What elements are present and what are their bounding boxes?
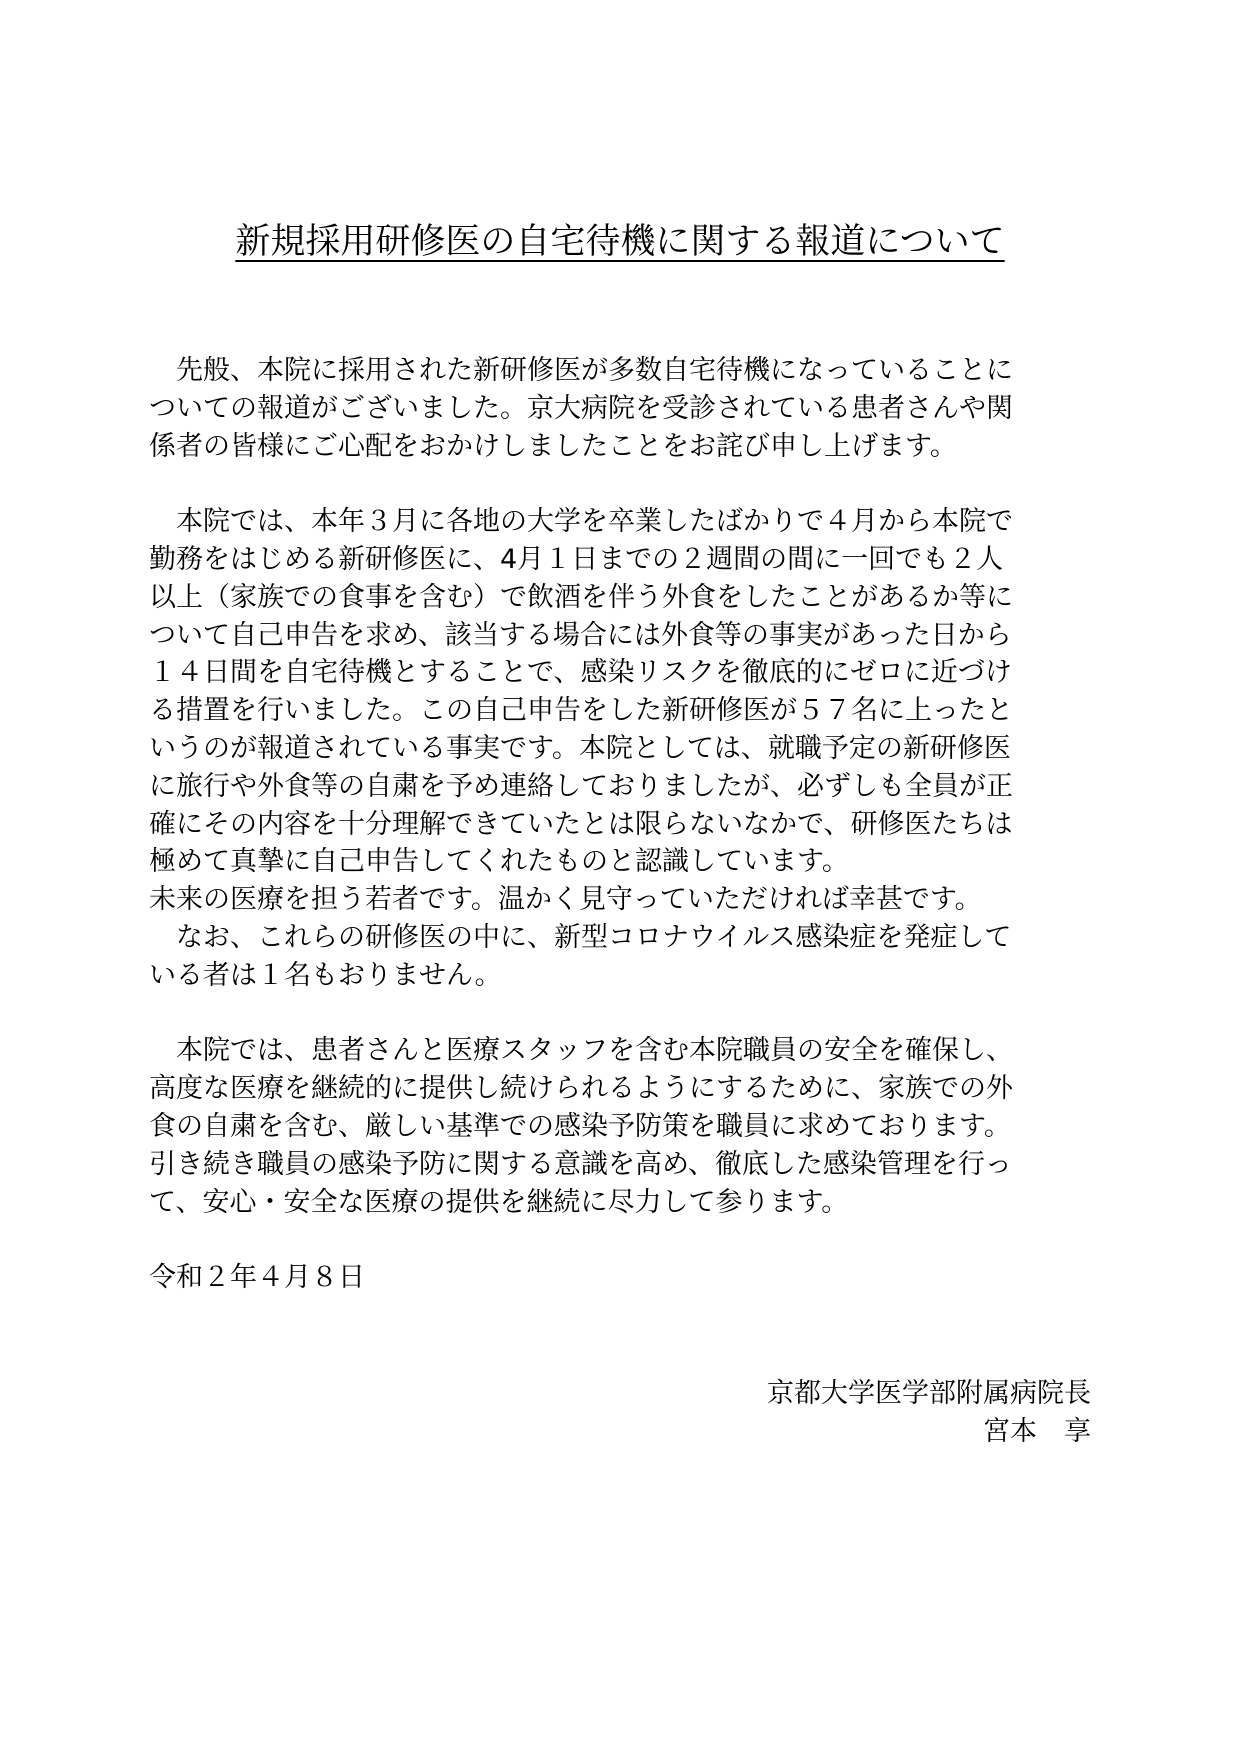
text-line: 本院では、患者さんと医療スタッフを含む本院職員の安全を確保し、 xyxy=(149,1035,1013,1067)
text-line: 以上（家族での食事を含む）で飲酒を伴う外食をしたことがあるか等に xyxy=(149,581,1013,613)
signature-block xyxy=(767,1375,1091,1451)
signature-organization: 京都大学医学部附属病院長 xyxy=(767,1378,1091,1409)
text-line: 引き続き職員の感染予防に関する意識を高め、徹底した感染管理を行っ xyxy=(149,1148,1012,1180)
text-line: 高度な医療を継続的に提供し続けられるようにするために、家族での外 xyxy=(149,1073,1013,1105)
text-line: 未来の医療を担う若者です。温かく見守っていただければ幸甚です。 xyxy=(149,884,982,916)
text-line: ついて自己申告を求め、該当する場合には外食等の事実があった日から xyxy=(149,619,1012,651)
page-title xyxy=(0,216,1240,268)
text-line: 本院では、本年３月に各地の大学を卒業したばかりで４月から本院で xyxy=(149,506,1013,538)
text-line: なお、これらの研修医の中に、新型コロナウイルス感染症を発症して xyxy=(149,921,1012,953)
text-line: １４日間を自宅待機とすることで、感染リスクを徹底的にゼロに近づけ xyxy=(149,657,1012,689)
paragraph-measures xyxy=(149,1032,1084,1221)
text-line: 確にその内容を十分理解できていたとは限らないなかで、研修医たちは xyxy=(149,808,1013,840)
text-line: 食の自粛を含む、厳しい基準での感染予防策を職員に求めております。 xyxy=(149,1110,1011,1142)
paragraph-apology xyxy=(149,352,1084,465)
text-line: 先般、本院に採用された新研修医が多数自宅待機になっていることに xyxy=(149,355,1013,386)
text-line: て、安心・安全な医療の提供を継続に尽力して参ります。 xyxy=(149,1186,849,1218)
text-line: いる者は１名もおりません。 xyxy=(149,959,502,991)
text-line: に旅行や外食等の自粛を予め連絡しておりましたが、必ずしも全員が正 xyxy=(149,770,1013,802)
text-line: いうのが報道されている事実です。本院としては、就職予定の新研修医 xyxy=(149,732,1011,764)
paragraph-details xyxy=(149,503,1084,994)
page-title-text: 新規採用研修医の自宅待機に関する報道について xyxy=(235,222,1005,262)
text-line: 勤務をはじめる新研修医に、4月１日までの２週間の間に一回でも２人 xyxy=(149,543,1004,575)
text-line: 係者の皆様にご心配をおかけしましたことをお詫び申し上げます。 xyxy=(149,430,957,462)
paragraph-gap xyxy=(149,1221,1084,1259)
text-line: る措置を行いました。この自己申告をした新研修医が５７名に上ったと xyxy=(149,695,1013,727)
paragraph-gap xyxy=(149,465,1084,503)
signature-name: 宮本 享 xyxy=(983,1415,1091,1447)
document-body xyxy=(149,352,1084,1297)
paragraph-gap xyxy=(149,995,1084,1033)
text-line: 極めて真摯に自己申告してくれたものと認識しています。 xyxy=(149,846,849,878)
document-date: 令和２年４月８日 xyxy=(149,1262,365,1294)
text-line: ついての報道がございました。京大病院を受診されている患者さんや関 xyxy=(149,392,1013,424)
